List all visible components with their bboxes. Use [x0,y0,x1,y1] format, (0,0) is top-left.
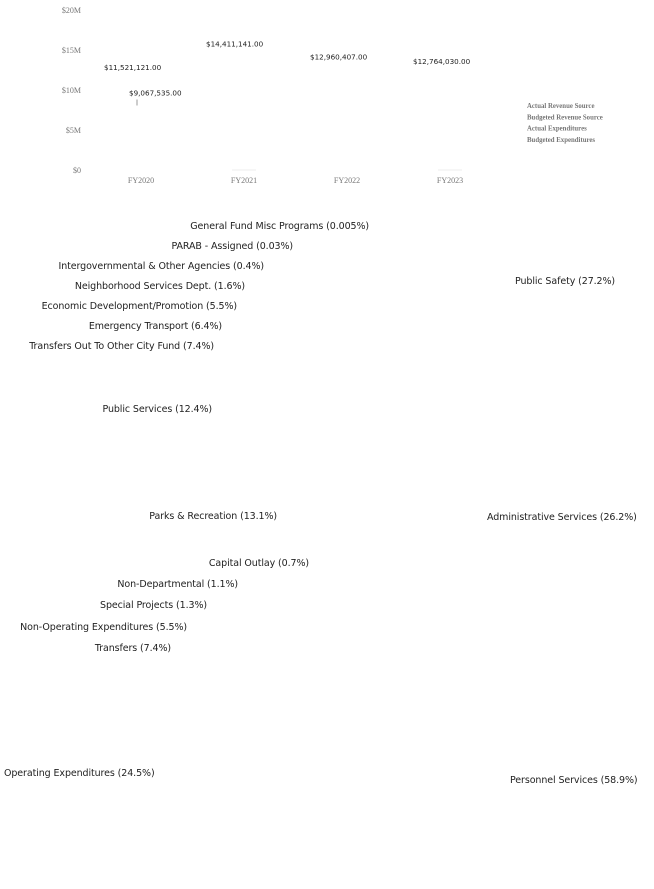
pie2-label: Special Projects (1.3%) [100,600,207,611]
pie2-label: Capital Outlay (0.7%) [208,558,309,569]
revenue-expenditure-bar-chart [0,0,654,200]
bar-actual-revenue [230,55,258,170]
pie1-label: Parks & Recreation (13.1%) [149,511,277,522]
y-tick-label: $0 [73,166,81,175]
data-label: $11,521,121.00 [104,62,162,72]
chart-legend [527,103,603,144]
pie1-label: Public Services (12.4%) [102,404,212,415]
pie1-label: Neighborhood Services Dept. (1.6%) [74,281,245,292]
x-tick-label: FY2022 [333,176,361,185]
y-tick-label: $5M [65,126,81,135]
pie2-label: Non-Departmental (1.1%) [117,579,238,590]
pie1-label: PARAB - Assigned (0.03%) [171,241,293,252]
legend-entry: Budgeted Revenue Source [527,114,603,122]
pie1-label: Economic Development/Promotion (5.5%) [41,301,237,312]
bar-actual-revenue [436,68,464,170]
data-label: $14,411,141.00 [206,39,264,49]
pie1-label: Administrative Services (26.2%) [487,512,637,523]
x-axis-ticks [128,176,463,185]
bar-actual-revenue [333,66,361,170]
pie2-label: Transfers (7.4%) [94,643,171,654]
pie1-label: Emergency Transport (6.4%) [88,321,222,332]
legend-entry: Budgeted Expenditures [527,136,596,144]
x-tick-label: FY2020 [127,176,155,185]
legend-entry: Actual Revenue Source [527,103,595,110]
legend-entry: Actual Expenditures [527,125,587,133]
data-label: $9,067,535.00 [129,88,182,98]
bar-marks [127,55,464,170]
pie1-label: Transfers Out To Other City Fund (7.4%) [29,341,214,352]
y-tick-label: $10M [61,86,81,95]
x-tick-label: FY2021 [230,176,258,185]
data-labels [104,40,471,98]
y-axis-ticks [62,6,81,175]
data-label: $12,764,030.00 [413,56,471,66]
data-label: $12,960,407.00 [310,52,368,62]
y-tick-label: $15M [61,46,81,55]
pie1-label: Intergovernmental & Other Agencies (0.4%) [58,261,264,272]
x-tick-label: FY2023 [436,176,464,185]
pie2-label: Non-Operating Expenditures (5.5%) [20,622,187,633]
pie1-label: Public Safety (27.2%) [515,276,616,287]
pie2-label: Operating Expenditures (24.5%) [4,768,155,779]
y-tick-label: $20M [61,6,81,15]
pie2-label: Personnel Services (58.9%) [510,775,638,786]
pie1-label: General Fund Misc Programs (0.005%) [190,221,369,232]
